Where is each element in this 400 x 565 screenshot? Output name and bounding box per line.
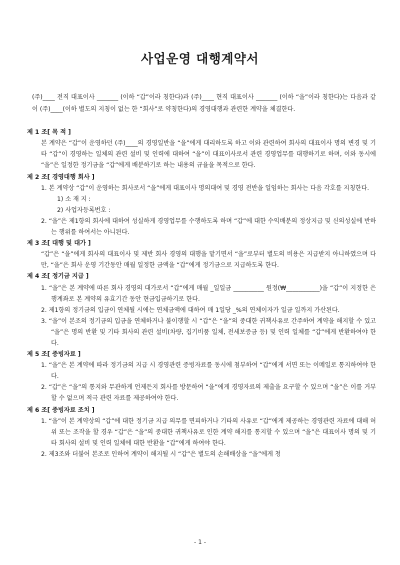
article-text: “갑”은 “을”에게 회사의 대표이사 및 제반 회사 경영의 대행을 맡기면서 “을”로부터 별도의 비용은 지급받지 아니하였으며 다만, “을”은 회사 운영 기간동안 매월 일정한 금액을 “갑”에게 정기금으로 지급하도록 한다. bbox=[41, 251, 376, 270]
article-item: 3. “을”이 본조의 정기금의 입금을 연체하거나 불이행할 시 “갑”은 “을”의 중대한 귀책사유로 간주하여 계약을 해지할 수 있고 “을”은 명의 반환 및 기타 회사의 관련 설비(차량, 집기비품 일체, 전세보증금 등) 및 인력 일체를 “갑”에게 반환하여야 한다. bbox=[41, 317, 376, 347]
article-item: 1. “을”은 본 계약에 따른 회사 경영의 대가로서 “갑”에게 매월 _일일금 __________ 원정(₩___________)을 “갑”이 지정한 은행계좌로 본 계약의 유효기간 동안 현금입금하기로 한다. bbox=[41, 284, 376, 303]
article-subitem: 1) 소 재 지 : bbox=[57, 195, 91, 203]
article-heading: 제 1 조[ 목 적 ] bbox=[27, 129, 71, 137]
article-heading: 제 2 조[ 경영대행 회사 ] bbox=[27, 173, 95, 181]
article-item: 1. 본 계약상 “갑”이 운영하는 회사로서 “을”에게 대표이사 명의대여 및 경영 전반을 일임하는 회사는 다음 각호를 지칭한다. bbox=[41, 184, 370, 192]
article-6 bbox=[27, 405, 376, 460]
article-item: 2. 제3조와 더불어 본조로 인하여 계약이 해지될 시 “갑”은 별도의 손해배상을 “을”에게 청 bbox=[41, 450, 281, 458]
intro-paragraph: (주)____ 전직 대표이사 _______ (이하 “갑”이라 칭한다)과 (주)____ 현직 대표이사 _______ (이하 “을”이라 칭한다)는 다음과 같이 (주)____(이하 별도의 지칭이 없는 한 “회사”로 약칭한다)의 경영대행과 관련한 계약을 체결한다. bbox=[32, 94, 376, 113]
article-heading: 제 5 조[ 증빙자료 ] bbox=[27, 351, 81, 359]
article-item: 1. “을”은 본 계약에 따라 정기금의 지급 시 경영관련 증빙자료를 동시에 첨부하여 “갑”에게 서면 또는 이메일로 통지하여야 한다. bbox=[41, 362, 376, 381]
article-heading: 제 4 조[ 정기금 지급 ] bbox=[27, 273, 89, 281]
article-4 bbox=[27, 271, 376, 349]
page-number: - 1 - bbox=[194, 539, 206, 546]
article-subitem: 2) 사업자등록번호 : bbox=[57, 206, 111, 214]
document-title: 사업운영 대행계약서 bbox=[140, 51, 260, 66]
article-item: 2. “갑”은 “을”의 통지와 무관하게 언제든지 회사를 방문하여 “을”에게 경영자료의 제출을 요구할 수 있으며 “을”은 이를 거부할 수 없으며 적극 관련 자료를 제공하여야 한다. bbox=[41, 384, 376, 403]
article-item: 2. 제1항의 정기금의 입금이 연체될 시에는 연체금액에 대하여 매 1일당 _%의 연체이자가 일금 일까지 가산된다. bbox=[41, 306, 340, 314]
article-item: 2. “을”은 제1항의 회사에 대하여 성실하게 경영업무를 수행하도록 하며 “갑”에 대한 수익배분의 정상지급 및 신의성실에 반하는 행위를 하여서는 아니된다. bbox=[41, 217, 376, 237]
article-text: 본 계약은 “갑”이 운영하던 (주)____의 경영일반을 “을”에게 대리하도록 하고 이와 관련하여 회사의 대표이사 명의 변경 및 기타 “갑”이 경영하는 일체의 관련 설비 및 인력에 대하여 “을”이 대표이사로서 관련 경영업무를 대행하기로 하며, 이와 동시에 “을”은 일정한 정기금을 “갑”에게 배분하기로 하는 내용의 규율을 목적으로 한다. bbox=[41, 140, 376, 170]
article-5 bbox=[27, 349, 376, 404]
article-3 bbox=[27, 238, 376, 271]
article-1 bbox=[27, 127, 376, 171]
article-item: 1. “을”이 본 계약상의 “갑”에 대한 정기금 지급 의무를 면피하거나 기타의 사유로 “갑”에게 제공하는 경영관련 자료에 대해 허위 또는 조작을 할 경우 “갑”은 “을”의 중대한 귀책사유로 인한 계약 해지를 통지할 수 있으며 “을”은 대표이사 명의 및 기타 회사의 설비 및 인력 일체에 대한 반환을 “갑”에게 하여야 한다. bbox=[41, 417, 376, 447]
document-body bbox=[27, 92, 376, 460]
article-heading: 제 3 조[ 대행 및 대가 ] bbox=[27, 240, 91, 248]
article-heading: 제 6 조[ 중빙자료 조치 ] bbox=[27, 406, 95, 414]
article-2 bbox=[27, 172, 376, 239]
